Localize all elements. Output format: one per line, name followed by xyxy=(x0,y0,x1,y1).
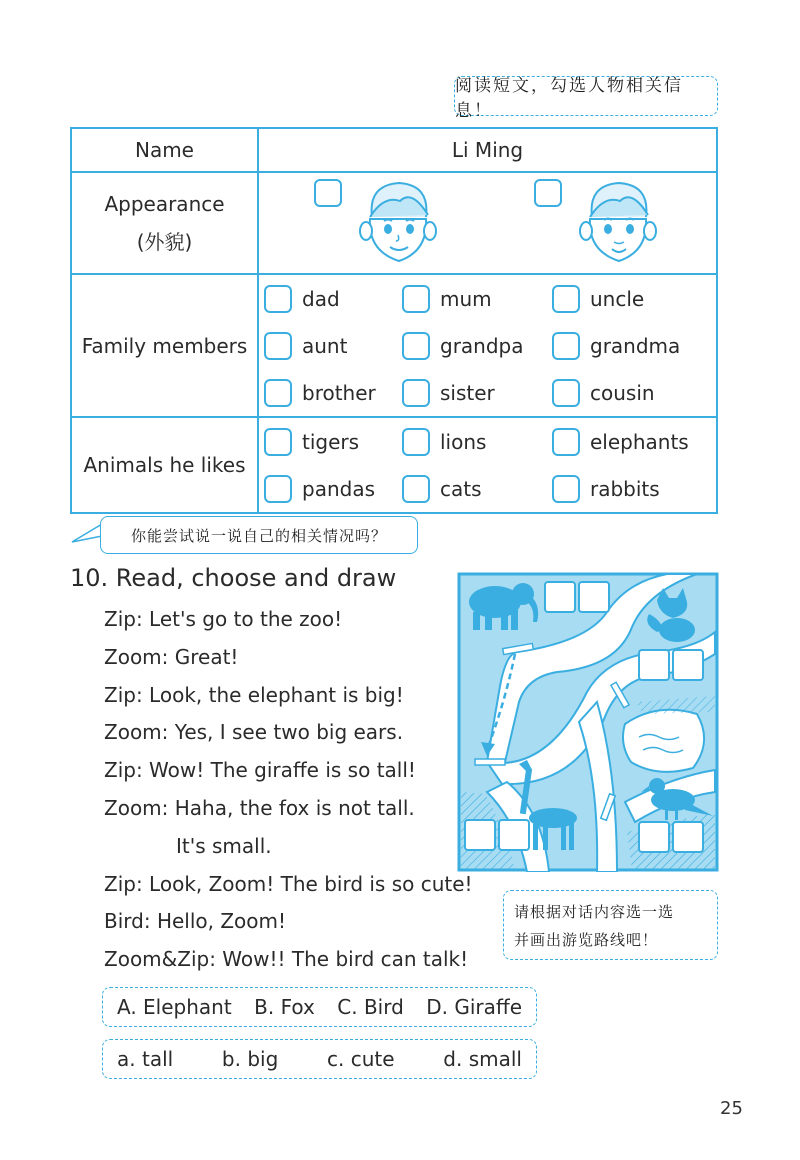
animal-option-pandas[interactable] xyxy=(264,465,402,512)
choice-big: b. big xyxy=(221,1047,279,1071)
animal-option-cats[interactable] xyxy=(402,465,552,512)
checkbox[interactable] xyxy=(552,379,580,407)
dialogue-line: Zip: Let's go to the zoo! xyxy=(104,607,343,631)
choice-small: d. small xyxy=(443,1047,522,1071)
option-label: elephants xyxy=(590,429,689,454)
route-instruction-note xyxy=(503,890,718,960)
checkbox[interactable] xyxy=(264,428,292,456)
option-label: pandas xyxy=(302,476,375,501)
checkbox[interactable] xyxy=(264,332,292,360)
animals-label-cell xyxy=(71,417,258,513)
option-label: aunt xyxy=(302,333,348,358)
info-table xyxy=(70,127,718,514)
family-label: Family members xyxy=(81,333,248,358)
option-label: grandpa xyxy=(440,333,524,358)
family-options-cell xyxy=(258,274,717,417)
option-label: tigers xyxy=(302,429,360,454)
option-label: brother xyxy=(302,380,376,405)
appearance-sub: (外貌) xyxy=(136,230,193,254)
option-label: lions xyxy=(440,429,487,454)
name-label: Name xyxy=(134,138,194,162)
option-label: cats xyxy=(440,476,482,501)
checkbox[interactable] xyxy=(402,475,430,503)
choice-elephant: A. Elephant xyxy=(117,995,232,1019)
dialogue xyxy=(104,604,473,982)
dialogue-line: Zoom&Zip: Wow!! The bird can talk! xyxy=(104,947,469,972)
dialogue-line: Bird: Hello, Zoom! xyxy=(104,909,287,934)
family-option-grandma[interactable] xyxy=(552,322,712,369)
option-label: grandma xyxy=(590,333,681,358)
family-option-uncle[interactable] xyxy=(552,275,712,322)
family-option-grandpa[interactable] xyxy=(402,322,552,369)
animal-option-rabbits[interactable] xyxy=(552,465,712,512)
animal-option-lions[interactable] xyxy=(402,418,552,465)
appearance-label-cell xyxy=(71,172,258,274)
checkbox[interactable] xyxy=(402,379,430,407)
speech-text: 你能尝试说一说自己的相关情况吗？ xyxy=(130,526,387,545)
family-option-cousin[interactable] xyxy=(552,369,712,416)
name-label-cell xyxy=(71,128,258,172)
appearance-checkbox-1[interactable] xyxy=(314,179,342,207)
adjective-choices xyxy=(102,1039,537,1079)
animal-option-tigers[interactable] xyxy=(264,418,402,465)
choice-bird: C. Bird xyxy=(337,995,404,1019)
appearance-label: Appearance xyxy=(104,192,225,216)
family-option-sister[interactable] xyxy=(402,369,552,416)
option-label: rabbits xyxy=(590,476,660,501)
page-number: 25 xyxy=(720,1098,743,1119)
boy-face-icon xyxy=(354,179,444,267)
animals-label: Animals he likes xyxy=(83,453,246,477)
checkbox[interactable] xyxy=(402,285,430,313)
name-value: Li Ming xyxy=(451,138,524,162)
family-option-aunt[interactable] xyxy=(264,322,402,369)
dialogue-line: Zip: Wow! The giraffe is so tall! xyxy=(104,758,416,783)
checkbox[interactable] xyxy=(552,332,580,360)
family-label-cell xyxy=(71,274,258,417)
gate xyxy=(475,759,505,765)
family-option-dad[interactable] xyxy=(264,275,402,322)
instruction-note xyxy=(454,76,718,121)
name-value-cell xyxy=(258,128,717,172)
question-title: 10. Read, choose and draw xyxy=(70,564,397,592)
animal-choices xyxy=(102,987,537,1027)
pond xyxy=(623,710,704,772)
option-label: cousin xyxy=(590,380,655,405)
animal-option-elephants[interactable] xyxy=(552,418,712,465)
checkbox[interactable] xyxy=(264,379,292,407)
option-label: uncle xyxy=(590,286,645,311)
option-label: mum xyxy=(440,286,492,311)
speech-bubble xyxy=(100,516,418,554)
option-label: sister xyxy=(440,380,495,405)
dialogue-line: Zoom: Yes, I see two big ears. xyxy=(104,720,404,745)
zoo-map xyxy=(457,572,719,872)
choice-cute: c. cute xyxy=(327,1047,395,1071)
note-line: 并画出游览路线吧！ xyxy=(514,931,659,949)
instruction-text: 阅读短文，勾选人物相关信息！ xyxy=(455,76,683,121)
checkbox[interactable] xyxy=(552,475,580,503)
boy-face-icon xyxy=(574,179,664,267)
dialogue-line: It's small. xyxy=(176,833,272,858)
checkbox[interactable] xyxy=(552,428,580,456)
dialogue-line: Zoom: Haha, the fox is not tall. xyxy=(104,795,415,820)
animal-options-cell xyxy=(258,417,717,513)
checkbox[interactable] xyxy=(264,475,292,503)
dialogue-line: Zoom: Great! xyxy=(104,644,239,669)
choice-giraffe: D. Giraffe xyxy=(426,995,522,1019)
family-option-brother[interactable] xyxy=(264,369,402,416)
family-option-mum[interactable] xyxy=(402,275,552,322)
choice-fox: B. Fox xyxy=(254,995,315,1019)
appearance-checkbox-2[interactable] xyxy=(534,179,562,207)
appearance-options-cell xyxy=(258,172,717,274)
checkbox[interactable] xyxy=(402,332,430,360)
checkbox[interactable] xyxy=(402,428,430,456)
dialogue-line: Zip: Look, Zoom! The bird is so cute! xyxy=(104,871,473,896)
option-label: dad xyxy=(302,286,340,311)
note-line: 请根据对话内容选一选 xyxy=(514,903,675,921)
checkbox[interactable] xyxy=(552,285,580,313)
choice-tall: a. tall xyxy=(117,1047,174,1071)
checkbox[interactable] xyxy=(264,285,292,313)
dialogue-line: Zip: Look, the elephant is big! xyxy=(104,682,404,707)
